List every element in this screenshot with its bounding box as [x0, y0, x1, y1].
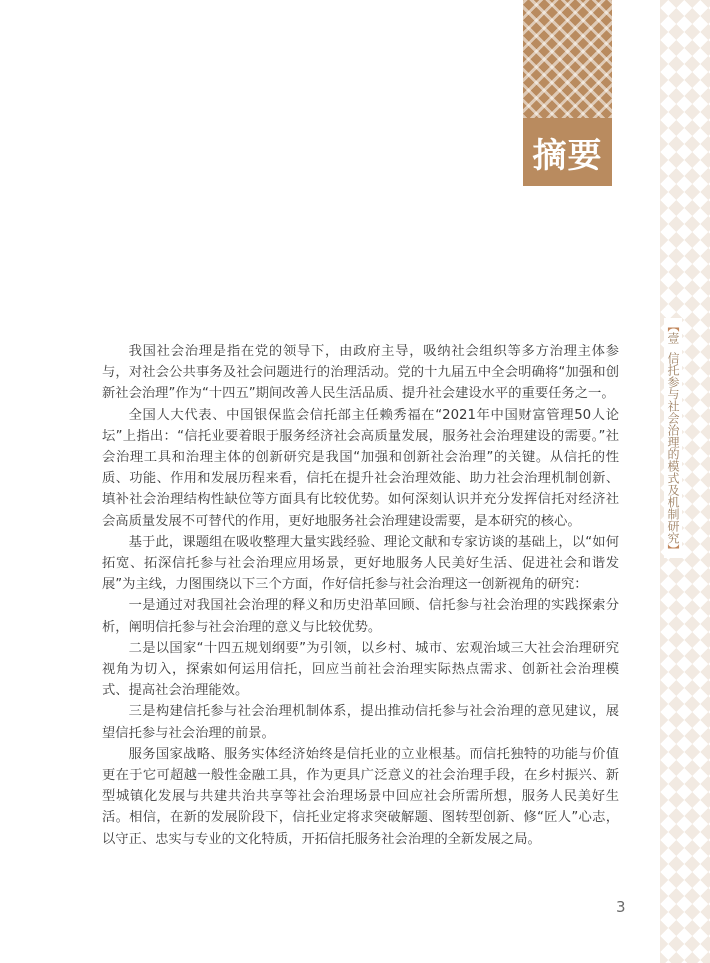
paragraph: 二是以国家“十四五规划纲要”为引领，以乡村、城市、宏观治域三大社会治理研究视角为切入，探索如何运用信托，回应当前社会治理实际热点需求、创新社会治理模式、提高社会治理能效。: [102, 640, 619, 699]
chapter-side-label: [664, 318, 682, 558]
paragraph: 服务国家战略、服务实体经济始终是信托业的立业根基。而信托独特的功能与价值更在于它可超越一般性金融工具，作为更具广泛意义的社会治理手段，在乡村振兴、新型城镇化发展与共建共治共享等社会治理场景中回应社会所需所想，服务人民美好生活。相信，在新的发展阶段下，信托业定将求突破解题、图转型创新、修“匠人”心志，以守正、忠实与专业的文化特质，开拓信托服务社会治理的全新发展之局。: [102, 746, 619, 847]
body-text: [102, 341, 619, 850]
paragraph: 一是通过对我国社会治理的释义和历史沿革回顾、信托参与社会治理的实践探索分析，阐明信托参与社会治理的意义与比较优势。: [102, 598, 619, 635]
header-decorative-pattern: [523, 0, 612, 118]
side-label-title: 信托参与社会治理的模式及机制研究: [666, 352, 680, 544]
section-title: 摘要: [532, 135, 603, 176]
paragraph: 我国社会治理是指在党的领导下，由政府主导，吸纳社会组织等多方治理主体参与，对社会公共事务及社会问题进行的治理活动。党的十九届五中全会明确将“加强和创新社会治理”作为“十四五”期间改善人民生活品质、提升社会建设水平的重要任务之一。: [102, 344, 619, 402]
paragraph: 全国人大代表、中国银保监会信托部主任赖秀福在“2021年中国财富管理50人论坛”上指出：“信托业要着眼于服务经济社会高质量发展，服务社会治理建设的需要。”社会治理工具和治理主体的创新研究是我国“加强和创新社会治理”的关键。从信托的性质、功能、作用和发展历程来看，信托在提升社会治理效能、助力社会治理机制创新、填补社会治理结构性缺位等方面具有比较优势。如何深刻认识并充分发挥信托对经济社会高质量发展不可替代的作用，更好地服务社会治理建设需要，是本研究的核心。: [102, 407, 619, 529]
paragraph: 基于此，课题组在吸收整理大量实践经验、理论文献和专家访谈的基础上，以“如何拓宽、拓深信托参与社会治理应用场景，更好地服务人民美好生活、促进社会和谐发展”为主线，力图围绕以下三个方面，作好信托参与社会治理这一创新视角的研究：: [102, 534, 619, 593]
paragraph: 三是构建信托参与社会治理机制体系，提出推动信托参与社会治理的意见建议，展望信托参与社会治理的前景。: [102, 704, 619, 741]
page-number: 3: [616, 898, 626, 916]
section-header: [523, 118, 612, 186]
side-label-chapter: 壹: [666, 332, 680, 344]
side-label-close-bracket: 】: [666, 544, 680, 556]
side-label-open-bracket: 【: [666, 320, 680, 332]
